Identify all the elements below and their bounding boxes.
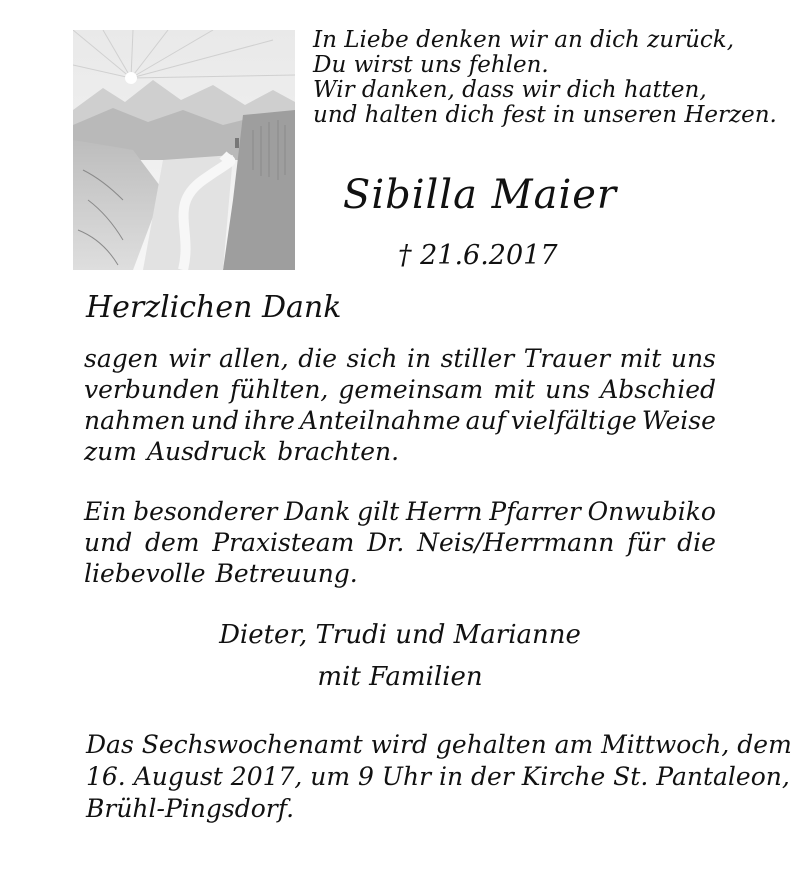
paragraph-line: [84, 405, 716, 436]
word: Ausdruck: [146, 437, 268, 466]
word: gilt: [357, 497, 400, 526]
word: stiller: [440, 344, 515, 373]
notice-line: 16. August 2017, um 9 Uhr in der Kirche St. Pantaleon,: [86, 762, 790, 791]
deceased-name: Sibilla Maier: [342, 172, 618, 218]
word: mit: [493, 375, 536, 404]
word: wir: [168, 344, 210, 373]
word: besonderer: [133, 497, 278, 526]
word: fühlten,: [230, 375, 329, 404]
paragraph-line: [84, 558, 716, 589]
word: brachten.: [277, 437, 400, 466]
word: und: [84, 528, 133, 557]
memorial-poem: [313, 28, 783, 128]
word: liebevolle: [84, 559, 206, 588]
landscape-illustration: [73, 30, 295, 270]
word: allen,: [219, 344, 289, 373]
word: Trauer: [523, 344, 611, 373]
thanks-heading: Herzlichen Dank: [86, 290, 342, 325]
word: mit: [619, 344, 662, 373]
service-notice: [86, 729, 792, 825]
notice-line: Das Sechswochenamt wird gehalten am Mittwoch, dem: [86, 730, 792, 759]
word: Herrn: [405, 497, 483, 526]
special-thanks-paragraph: [84, 496, 716, 589]
word: für: [627, 528, 665, 557]
death-date: † 21.6.2017: [398, 240, 558, 271]
word: auf: [465, 406, 506, 435]
word: vielfältige: [510, 406, 637, 435]
paragraph-line: [84, 527, 716, 558]
word: ihre: [244, 406, 295, 435]
word: verbunden: [84, 375, 220, 404]
notice-line: Brühl-Pingsdorf.: [86, 794, 295, 823]
poem-line: Wir danken, dass wir dich hatten,: [313, 77, 707, 103]
word: und: [190, 406, 239, 435]
word: Betreuung.: [215, 559, 358, 588]
word: die: [677, 528, 716, 557]
word: die: [298, 344, 338, 373]
word: sagen: [84, 344, 159, 373]
paragraph-line: [84, 343, 716, 374]
paragraph-line: [84, 496, 716, 527]
word: Dr.: [367, 528, 405, 557]
word: Weise: [641, 406, 716, 435]
word: uns: [670, 344, 716, 373]
word: Ein: [84, 497, 127, 526]
word: nahmen: [84, 406, 186, 435]
word: zum: [84, 437, 137, 466]
signature-family: mit Familien: [317, 662, 483, 692]
word: uns: [545, 375, 591, 404]
word: sich: [346, 344, 398, 373]
word: Anteilnahme: [299, 406, 461, 435]
word: Dank: [284, 497, 351, 526]
word: Neis/Herrmann: [417, 528, 615, 557]
word: in: [406, 344, 432, 373]
poem-line: und halten dich fest in unseren Herzen.: [313, 102, 777, 128]
poem-line: In Liebe denken wir an dich zurück,: [313, 27, 735, 53]
word: dem: [144, 528, 200, 557]
word: Praxisteam: [212, 528, 355, 557]
word: gemeinsam: [338, 375, 484, 404]
word: Abschied: [600, 375, 716, 404]
signature-names: Dieter, Trudi und Marianne: [219, 620, 581, 650]
word: Onwubiko: [587, 497, 716, 526]
thanks-paragraph: [84, 343, 716, 467]
paragraph-line: [84, 374, 716, 405]
poem-line: Du wirst uns fehlen.: [313, 52, 549, 78]
word: Pfarrer: [489, 497, 581, 526]
paragraph-line: [84, 436, 716, 467]
